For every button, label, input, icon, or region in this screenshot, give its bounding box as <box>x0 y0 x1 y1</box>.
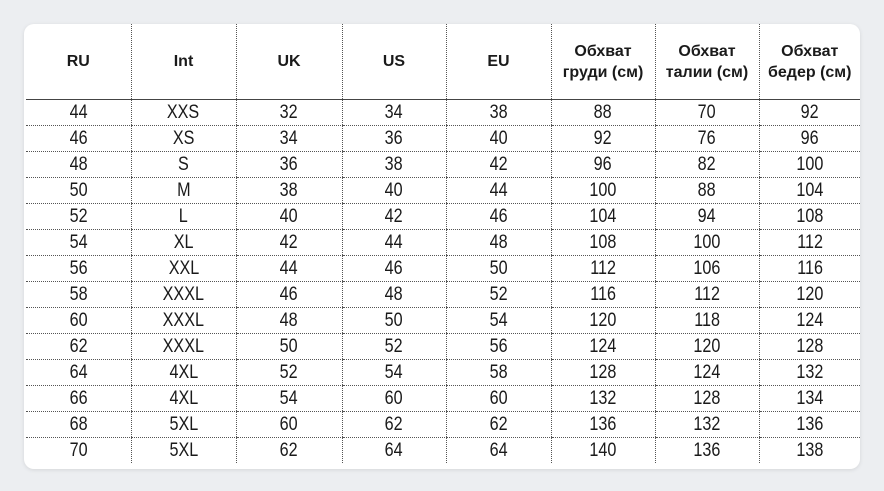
table-cell <box>759 204 860 230</box>
table-cell <box>759 438 860 464</box>
cell-value: 56 <box>489 336 508 357</box>
cell-value: XL <box>173 232 194 253</box>
cell-value: 60 <box>280 414 298 435</box>
table-cell <box>342 152 446 178</box>
header-eu <box>446 24 551 100</box>
cell-value: 44 <box>385 232 403 253</box>
header-line: бедер (см) <box>768 63 852 81</box>
cell-value: 108 <box>589 232 617 253</box>
header-line: Обхват <box>678 42 736 60</box>
table-cell <box>342 100 446 126</box>
cell-value: 50 <box>385 310 403 331</box>
table-cell <box>551 412 655 438</box>
table-cell <box>342 334 446 360</box>
table-cell <box>655 438 759 464</box>
header-uk <box>236 24 342 100</box>
table-row <box>26 360 860 386</box>
table-cell <box>131 438 236 464</box>
table-cell <box>655 100 759 126</box>
table-cell <box>551 100 655 126</box>
cell-value: 44 <box>280 258 298 279</box>
table-cell <box>759 178 860 204</box>
cell-value: 120 <box>693 336 721 357</box>
cell-value: 124 <box>589 336 617 357</box>
header-line: RU <box>66 53 90 70</box>
cell-value: 46 <box>69 128 88 149</box>
cell-value: 58 <box>69 284 88 305</box>
cell-value: 62 <box>385 414 403 435</box>
table-cell <box>342 256 446 282</box>
table-cell <box>131 230 236 256</box>
cell-value: 132 <box>693 414 721 435</box>
table-cell <box>236 308 342 334</box>
cell-value: S <box>178 154 189 175</box>
cell-value: 124 <box>796 310 824 331</box>
table-cell <box>551 334 655 360</box>
cell-value: 82 <box>698 154 716 175</box>
table-cell <box>26 438 131 464</box>
table-cell <box>551 152 655 178</box>
table-cell <box>759 360 860 386</box>
table-cell <box>26 360 131 386</box>
cell-value: 44 <box>489 180 508 201</box>
table-cell <box>759 152 860 178</box>
cell-value: 60 <box>69 310 88 331</box>
cell-value: 40 <box>489 128 508 149</box>
cell-value: 38 <box>385 154 403 175</box>
table-cell <box>26 282 131 308</box>
cell-value: 60 <box>489 388 508 409</box>
cell-value: 100 <box>693 232 721 253</box>
table-row <box>26 126 860 152</box>
cell-value: 128 <box>693 388 721 409</box>
table-row <box>26 386 860 412</box>
table-cell <box>236 152 342 178</box>
cell-value: 48 <box>385 284 403 305</box>
table-cell <box>26 334 131 360</box>
cell-value: 100 <box>589 180 617 201</box>
table-cell <box>655 256 759 282</box>
header-waist <box>655 24 759 100</box>
table-cell <box>131 126 236 152</box>
table-cell <box>26 230 131 256</box>
cell-value: 54 <box>489 310 508 331</box>
cell-value: 112 <box>694 284 720 305</box>
table-cell <box>759 230 860 256</box>
table-cell <box>26 386 131 412</box>
table-cell <box>131 100 236 126</box>
cell-value: XXXL <box>162 336 205 357</box>
table-cell <box>551 282 655 308</box>
table-cell <box>131 412 236 438</box>
table-cell <box>131 334 236 360</box>
header-ru <box>26 24 131 100</box>
cell-value: 48 <box>280 310 298 331</box>
cell-value: 46 <box>280 284 298 305</box>
table-cell <box>759 100 860 126</box>
table-header-row <box>26 24 860 100</box>
table-cell <box>446 230 551 256</box>
table-cell <box>342 386 446 412</box>
table-row <box>26 308 860 334</box>
table-cell <box>342 178 446 204</box>
table-cell <box>551 308 655 334</box>
header-line: EU <box>487 53 510 70</box>
cell-value: 50 <box>280 336 298 357</box>
table-cell <box>236 256 342 282</box>
cell-value: 92 <box>800 102 819 123</box>
table-cell <box>342 204 446 230</box>
cell-value: 62 <box>280 440 298 461</box>
table-cell <box>655 204 759 230</box>
table-cell <box>759 282 860 308</box>
table-cell <box>446 438 551 464</box>
table-cell <box>759 126 860 152</box>
cell-value: XXS <box>167 102 200 123</box>
cell-value: 5XL <box>169 414 198 435</box>
size-chart-table <box>26 24 860 463</box>
table-cell <box>655 334 759 360</box>
table-cell <box>342 282 446 308</box>
table-cell <box>131 308 236 334</box>
table-body <box>26 100 860 464</box>
table-row <box>26 256 860 282</box>
cell-value: 64 <box>385 440 403 461</box>
cell-value: 46 <box>489 206 508 227</box>
table-cell <box>446 204 551 230</box>
cell-value: 132 <box>796 362 824 383</box>
cell-value: 42 <box>489 154 508 175</box>
table-cell <box>551 256 655 282</box>
table-row <box>26 334 860 360</box>
table-cell <box>446 282 551 308</box>
cell-value: 70 <box>698 102 716 123</box>
cell-value: 138 <box>796 440 824 461</box>
table-cell <box>655 152 759 178</box>
table-cell <box>759 308 860 334</box>
cell-value: 116 <box>590 284 616 305</box>
cell-value: 34 <box>280 128 298 149</box>
table-cell <box>342 308 446 334</box>
table-cell <box>446 308 551 334</box>
table-cell <box>131 386 236 412</box>
cell-value: 48 <box>69 154 88 175</box>
cell-value: 100 <box>796 154 824 175</box>
table-cell <box>655 126 759 152</box>
cell-value: 52 <box>69 206 88 227</box>
table-cell <box>446 152 551 178</box>
cell-value: 40 <box>385 180 403 201</box>
cell-value: 68 <box>69 414 88 435</box>
cell-value: 96 <box>594 154 612 175</box>
cell-value: 88 <box>594 102 612 123</box>
cell-value: 136 <box>796 414 824 435</box>
header-hips <box>759 24 860 100</box>
header-line: Int <box>173 53 194 70</box>
table-cell <box>551 126 655 152</box>
cell-value: 46 <box>385 258 403 279</box>
table-cell <box>342 360 446 386</box>
cell-value: 52 <box>385 336 403 357</box>
table-row <box>26 100 860 126</box>
table-cell <box>236 360 342 386</box>
cell-value: 62 <box>489 414 508 435</box>
cell-value: 40 <box>280 206 298 227</box>
cell-value: 112 <box>590 258 616 279</box>
table-row <box>26 152 860 178</box>
table-cell <box>236 178 342 204</box>
cell-value: 128 <box>796 336 824 357</box>
cell-value: 54 <box>385 362 403 383</box>
table-cell <box>26 126 131 152</box>
cell-value: 104 <box>796 180 824 201</box>
table-cell <box>236 126 342 152</box>
table-cell <box>131 152 236 178</box>
header-line: талии (см) <box>665 63 749 81</box>
table-cell <box>342 438 446 464</box>
cell-value: 52 <box>489 284 508 305</box>
cell-value: 32 <box>280 102 298 123</box>
cell-value: XXXL <box>162 284 205 305</box>
table-cell <box>26 256 131 282</box>
table-cell <box>131 256 236 282</box>
header-us <box>342 24 446 100</box>
table-cell <box>131 282 236 308</box>
cell-value: 58 <box>489 362 508 383</box>
table-cell <box>131 204 236 230</box>
table-cell <box>551 360 655 386</box>
table-cell <box>446 334 551 360</box>
cell-value: 36 <box>280 154 298 175</box>
cell-value: 136 <box>589 414 617 435</box>
cell-value: 38 <box>489 102 508 123</box>
cell-value: 118 <box>694 310 720 331</box>
cell-value: 104 <box>589 206 617 227</box>
table-cell <box>551 438 655 464</box>
header-line: Обхват <box>574 42 632 60</box>
table-row <box>26 412 860 438</box>
cell-value: 96 <box>800 128 819 149</box>
table-cell <box>26 204 131 230</box>
table-cell <box>26 308 131 334</box>
table-cell <box>236 100 342 126</box>
table-cell <box>131 360 236 386</box>
cell-value: 92 <box>594 128 612 149</box>
table-cell <box>446 256 551 282</box>
table-cell <box>655 230 759 256</box>
cell-value: 134 <box>796 388 824 409</box>
table-cell <box>655 386 759 412</box>
cell-value: 50 <box>69 180 88 201</box>
header-line: груди (см) <box>562 63 644 81</box>
cell-value: 56 <box>69 258 88 279</box>
table-cell <box>759 386 860 412</box>
cell-value: 108 <box>796 206 824 227</box>
table-cell <box>26 178 131 204</box>
table-cell <box>446 126 551 152</box>
table-cell <box>759 412 860 438</box>
cell-value: 64 <box>69 362 88 383</box>
cell-value: 132 <box>589 388 617 409</box>
table-row <box>26 230 860 256</box>
table-cell <box>551 386 655 412</box>
table-cell <box>655 178 759 204</box>
table-cell <box>446 386 551 412</box>
header-line: UK <box>277 53 301 70</box>
cell-value: 64 <box>489 440 508 461</box>
cell-value: 54 <box>69 232 88 253</box>
cell-value: 128 <box>589 362 617 383</box>
cell-value: 52 <box>280 362 298 383</box>
cell-value: 136 <box>693 440 721 461</box>
cell-value: 140 <box>589 440 617 461</box>
table-cell <box>759 334 860 360</box>
cell-value: XXL <box>168 258 199 279</box>
table-cell <box>26 412 131 438</box>
table-cell <box>131 178 236 204</box>
cell-value: 62 <box>69 336 88 357</box>
cell-value: 42 <box>280 232 298 253</box>
cell-value: L <box>178 206 188 227</box>
header-bust <box>551 24 655 100</box>
table-cell <box>655 412 759 438</box>
cell-value: 116 <box>796 258 823 279</box>
cell-value: 38 <box>280 180 298 201</box>
table-cell <box>26 152 131 178</box>
table-cell <box>236 204 342 230</box>
table-cell <box>342 126 446 152</box>
cell-value: XXXL <box>162 310 205 331</box>
table-cell <box>236 438 342 464</box>
table-cell <box>446 100 551 126</box>
table-cell <box>655 282 759 308</box>
table-cell <box>236 412 342 438</box>
table-row <box>26 438 860 464</box>
table-row <box>26 204 860 230</box>
cell-value: 66 <box>69 388 88 409</box>
size-chart-card <box>24 24 860 469</box>
cell-value: 4XL <box>169 362 198 383</box>
cell-value: 106 <box>693 258 721 279</box>
cell-value: 94 <box>698 206 716 227</box>
cell-value: 112 <box>796 232 823 253</box>
table-cell <box>551 204 655 230</box>
cell-value: 88 <box>698 180 716 201</box>
header-line: US <box>382 53 406 70</box>
cell-value: 120 <box>796 284 824 305</box>
cell-value: 42 <box>385 206 403 227</box>
cell-value: 70 <box>69 440 88 461</box>
cell-value: 120 <box>589 310 617 331</box>
table-cell <box>236 230 342 256</box>
table-cell <box>551 178 655 204</box>
cell-value: 60 <box>385 388 403 409</box>
table-cell <box>342 230 446 256</box>
table-cell <box>655 360 759 386</box>
table-cell <box>236 282 342 308</box>
cell-value: 5XL <box>169 440 198 461</box>
table-cell <box>655 308 759 334</box>
cell-value: M <box>176 180 191 201</box>
table-cell <box>759 256 860 282</box>
table-cell <box>446 178 551 204</box>
table-cell <box>446 360 551 386</box>
cell-value: 48 <box>489 232 508 253</box>
cell-value: 124 <box>693 362 721 383</box>
cell-value: 36 <box>385 128 403 149</box>
cell-value: 44 <box>69 102 88 123</box>
cell-value: 34 <box>385 102 403 123</box>
table-cell <box>236 386 342 412</box>
cell-value: XS <box>172 128 195 149</box>
cell-value: 76 <box>698 128 716 149</box>
table-cell <box>236 334 342 360</box>
cell-value: 50 <box>489 258 508 279</box>
cell-value: 54 <box>280 388 298 409</box>
cell-value: 4XL <box>169 388 198 409</box>
table-row <box>26 282 860 308</box>
table-row <box>26 178 860 204</box>
table-cell <box>446 412 551 438</box>
header-int <box>131 24 236 100</box>
header-line: Обхват <box>781 42 839 60</box>
table-cell <box>26 100 131 126</box>
table-cell <box>342 412 446 438</box>
table-cell <box>551 230 655 256</box>
